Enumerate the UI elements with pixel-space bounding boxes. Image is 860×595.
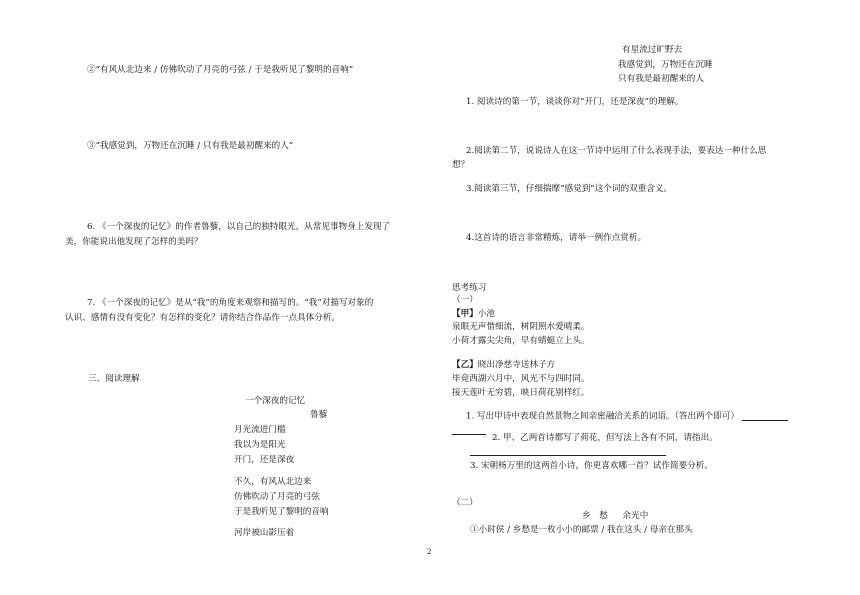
poem-yi-heading <box>452 361 555 370</box>
right-q3: 3.阅读第三节，仔细揣摩“感觉到”这个词的双重含义。 <box>466 184 673 194</box>
page-number: 2 <box>427 548 432 556</box>
practice-q1-blank-row <box>452 425 486 435</box>
right-q2-line1: 2.阅读第二节，说说诗人在这一节诗中运用了什么表现手法，要表达一种什么思 <box>466 146 767 156</box>
right-q1: 1. 阅读诗的第一节，谈谈你对“开门，还是深夜”的理解。 <box>466 97 684 107</box>
practice-q1 <box>466 411 788 421</box>
yi-line: 接天莲叶无穷碧，映日荷花别样红。 <box>452 388 590 398</box>
practice-title: 思考练习 <box>452 283 487 293</box>
left-q6-line1: 6. 《一个深夜的记忆》的作者鲁藜，以自己的独特眼光，从常见事物身上发现了 <box>87 222 391 232</box>
practice-q3: 3. 宋朝杨万里的这两首小诗，你更喜欢哪一首？试作简要分析。 <box>470 461 713 471</box>
yi-label: 【乙】 <box>452 360 478 370</box>
poem-continuation-line: 我感觉到，万物还在沉睡 <box>618 60 713 70</box>
poem-line: 不久，有风从北边来 <box>234 477 312 487</box>
jia-line: 泉眼无声惜细流，树阴照水爱晴柔。 <box>452 322 590 332</box>
poem-line: 我以为是阳光 <box>234 440 286 450</box>
jia-label: 【甲】 <box>452 309 478 319</box>
left-q7-line2: 认识、感情有没有变化？有怎样的变化？请你结合作品作一点具体分析。 <box>65 313 341 323</box>
right-q4: 4.这首诗的语言非常精炼，请举一例作点赏析。 <box>466 233 647 243</box>
answer-blank[interactable] <box>470 446 666 456</box>
part-one-label: （一） <box>452 295 478 305</box>
xiangchou-author: 余光中 <box>622 511 649 521</box>
left-q6-line2: 美，你能说出他发现了怎样的美吗？ <box>65 237 203 247</box>
right-q2-line2: 想？ <box>452 160 470 170</box>
answer-blank[interactable] <box>452 425 486 435</box>
xiangchou-line: ①小时侯 / 乡愁是一枚小小的邮票 / 我在这头 / 母亲在那头 <box>470 525 693 535</box>
poem-line: 开门，还是深夜 <box>234 455 295 465</box>
practice-q2-blank-row <box>470 446 666 456</box>
section-heading: 三、阅读理解 <box>88 374 140 384</box>
xiangchou-title: 乡 愁 <box>582 511 608 521</box>
left-q3: ③“我感觉到，万物还在沉睡 / 只有我是最初醒来的人” <box>87 141 294 151</box>
yi-title: 晓出净慈寺送林子方 <box>477 360 556 370</box>
poem-title: 一个深夜的记忆 <box>245 396 306 406</box>
xiangchou-heading <box>582 512 648 521</box>
answer-blank[interactable] <box>742 411 788 421</box>
practice-q2 <box>492 434 718 443</box>
left-q7-line1: 7. 《一个深夜的记忆》是从“我”的角度来观察和描写的。“我”对描写对象的 <box>87 298 374 308</box>
jia-title: 小池 <box>477 309 495 319</box>
jia-line: 小荷才露尖尖角，早有蜻蜓立上头。 <box>452 336 590 346</box>
left-q2: ②“有风从北边来 / 仿佛吹动了月亮的弓弦 / 于是我听见了黎明的音响” <box>87 65 354 75</box>
poem-line: 仿佛吹动了月亮的弓弦 <box>234 492 320 502</box>
practice-q1-text: 1. 写出甲诗中表现自然景物之间亲密融洽关系的词语。（答出两个即可） <box>466 411 740 422</box>
poem-line: 河岸被山影压着 <box>234 528 295 538</box>
practice-q2-text: 2. 甲、乙两首诗都写了荷花，但写法上各有不同，请指出。 <box>492 433 718 443</box>
poem-author: 鲁藜 <box>310 410 328 420</box>
poem-continuation-line: 只有我是最初醒来的人 <box>618 74 704 84</box>
yi-line: 毕竟西湖六月中，风光不与四时同。 <box>452 374 590 384</box>
poem-line: 于是我听见了黎明的音响 <box>234 507 329 517</box>
poem-line: 月光流进门槛 <box>234 425 286 435</box>
poem-jia-heading <box>452 310 495 319</box>
part-two-label: （二） <box>452 498 478 508</box>
poem-continuation-line: 有星流过旷野去 <box>622 45 683 55</box>
